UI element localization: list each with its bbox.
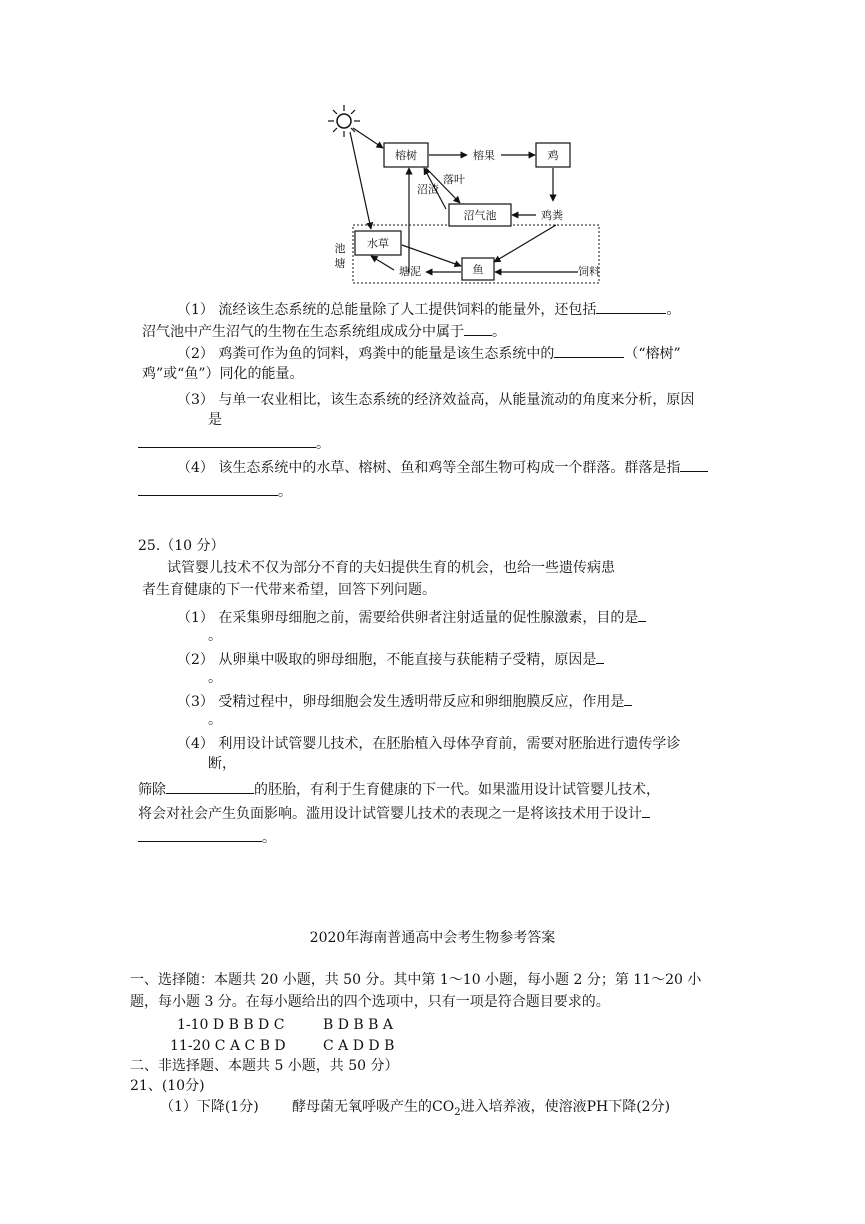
q24-part4-line1: （4） 该生态系统中的水草、榕树、鱼和鸡等全部生物可构成一个群落。群落是指 xyxy=(177,456,708,478)
q25-part3-end: 。 xyxy=(208,712,222,728)
q25-part4-line4: 将会对社会产生负面影响。滥用设计试管婴儿技术的表现之一是将该技术用于设计 xyxy=(138,802,650,824)
ecosystem-diagram xyxy=(326,100,626,286)
answer-blank[interactable] xyxy=(638,606,646,622)
answer-blank[interactable] xyxy=(138,480,278,496)
answer-blank[interactable] xyxy=(596,648,604,664)
q24-part3-line3: 。 xyxy=(138,432,330,454)
answer-blank[interactable] xyxy=(554,342,624,358)
q24-part1-line2: 沼气池中产生沼气的生物在生态系统组成成分中属于 。 xyxy=(142,320,506,342)
answer-blank[interactable] xyxy=(464,320,492,336)
answer-blank[interactable] xyxy=(596,298,666,314)
answer-blank[interactable] xyxy=(138,826,262,842)
q24-part4-line2: 。 xyxy=(138,480,292,502)
q24-part3-line2: 是 xyxy=(208,412,222,428)
q25-part4-line2: 断， xyxy=(208,756,236,772)
q25-part4-line3: 筛除 的胚胎，有利于生育健康的下一代。如果滥用设计试管婴儿技术， xyxy=(138,778,660,800)
node-chicken-manure: 鸡粪 xyxy=(541,209,563,222)
q24-part2-line1: （2） 鸡粪可作为鱼的饲料，鸡粪中的能量是该生态系统中的 （“榕树” xyxy=(177,342,681,364)
answers-row1-rest: B D B B A xyxy=(323,1017,393,1033)
answers-row2-label: 11-20 C A C B D xyxy=(170,1038,286,1054)
answers-q21-a2: 酵母菌无氧呼吸产生的$CO_2$进入培养液，使溶液PH下降(2分) xyxy=(292,1099,671,1118)
q25-part4-line5: 。 xyxy=(138,826,276,848)
q24-part2-line2: 鸡”或“鱼”）同化的能量。 xyxy=(142,366,304,382)
answer-blank[interactable] xyxy=(138,432,316,448)
node-biogas-pool: 沼气池 xyxy=(463,209,497,222)
answers-section2: 二、非选择题、本题共 5 小题，共 50 分） xyxy=(130,1058,399,1074)
q24-part3-line1: （3） 与单一农业相比，该生态系统的经济效益高，从能量流动的角度来分析，原因 xyxy=(177,392,695,408)
sun-icon xyxy=(328,105,360,137)
answers-row2-rest: C A D D B xyxy=(323,1038,395,1054)
q25-header: 25.（10 分） xyxy=(138,538,225,554)
node-banyan: 榕树 xyxy=(395,149,417,162)
node-biogas-residue: 沼渣 xyxy=(417,183,439,196)
q25-part3: （3） 受精过程中，卵母细胞会发生透明带反应和卵细胞膜反应，作用是 xyxy=(177,690,632,712)
answers-q21-a1: （1）下降(1分) xyxy=(160,1099,259,1115)
answer-blank[interactable] xyxy=(624,690,632,706)
answer-blank[interactable] xyxy=(642,802,650,818)
q25-part4-line1: （4） 利用设计试管婴儿技术，在胚胎植入母体孕育前，需要对胚胎进行遗传学诊 xyxy=(177,736,681,752)
q25-intro-line2: 者生育健康的下一代带来希望，回答下列问题。 xyxy=(142,582,436,598)
q24-part1-line1: （1） 流经该生态系统的总能量除了人工提供饲料的能量外，还包括 。 xyxy=(177,298,680,320)
node-chicken: 鸡 xyxy=(547,149,559,162)
node-fish: 鱼 xyxy=(472,263,484,276)
q25-part1-end: 。 xyxy=(208,628,222,644)
q25-part2: （2） 从卵巢中吸取的卵母细胞，不能直接与获能精子受精，原因是 xyxy=(177,648,604,670)
node-pond-label-2: 塘 xyxy=(334,257,346,270)
q25-part1: （1） 在采集卵母细胞之前，需要给供卵者注射适量的促性腺激素，目的是 xyxy=(177,606,646,628)
q25-intro-line1: 试管婴儿技术不仅为部分不育的夫妇提供生育的机会，也给一些遗传病患 xyxy=(167,560,615,576)
answers-row1-label: 1-10 D B B D C xyxy=(177,1017,285,1033)
node-banyan-fruit: 榕果 xyxy=(473,149,495,162)
node-fallen-leaves: 落叶 xyxy=(443,173,465,186)
q25-part2-end: 。 xyxy=(208,670,222,686)
answers-section1-line2: 题，每小题 3 分。在每小题给出的四个选项中，只有一项是符合题目要求的。 xyxy=(130,994,610,1010)
answer-blank[interactable] xyxy=(166,778,254,794)
answers-title: 2020年海南普通高中会考生物参考答案 xyxy=(309,930,556,946)
answers-q21-header: 21、(10分) xyxy=(130,1078,205,1094)
answers-section1-line1: 一、选择随：本题共 20 小题，共 50 分。其中第 1～10 小题，每小题 2 分；第 11～20 小 xyxy=(130,972,702,988)
answer-blank[interactable] xyxy=(680,456,708,472)
node-feed: 饲料 xyxy=(578,265,600,278)
node-waterweed: 水草 xyxy=(367,237,389,250)
node-pond-mud: 塘泥 xyxy=(399,265,421,278)
node-pond-label-1: 池 xyxy=(334,242,346,255)
